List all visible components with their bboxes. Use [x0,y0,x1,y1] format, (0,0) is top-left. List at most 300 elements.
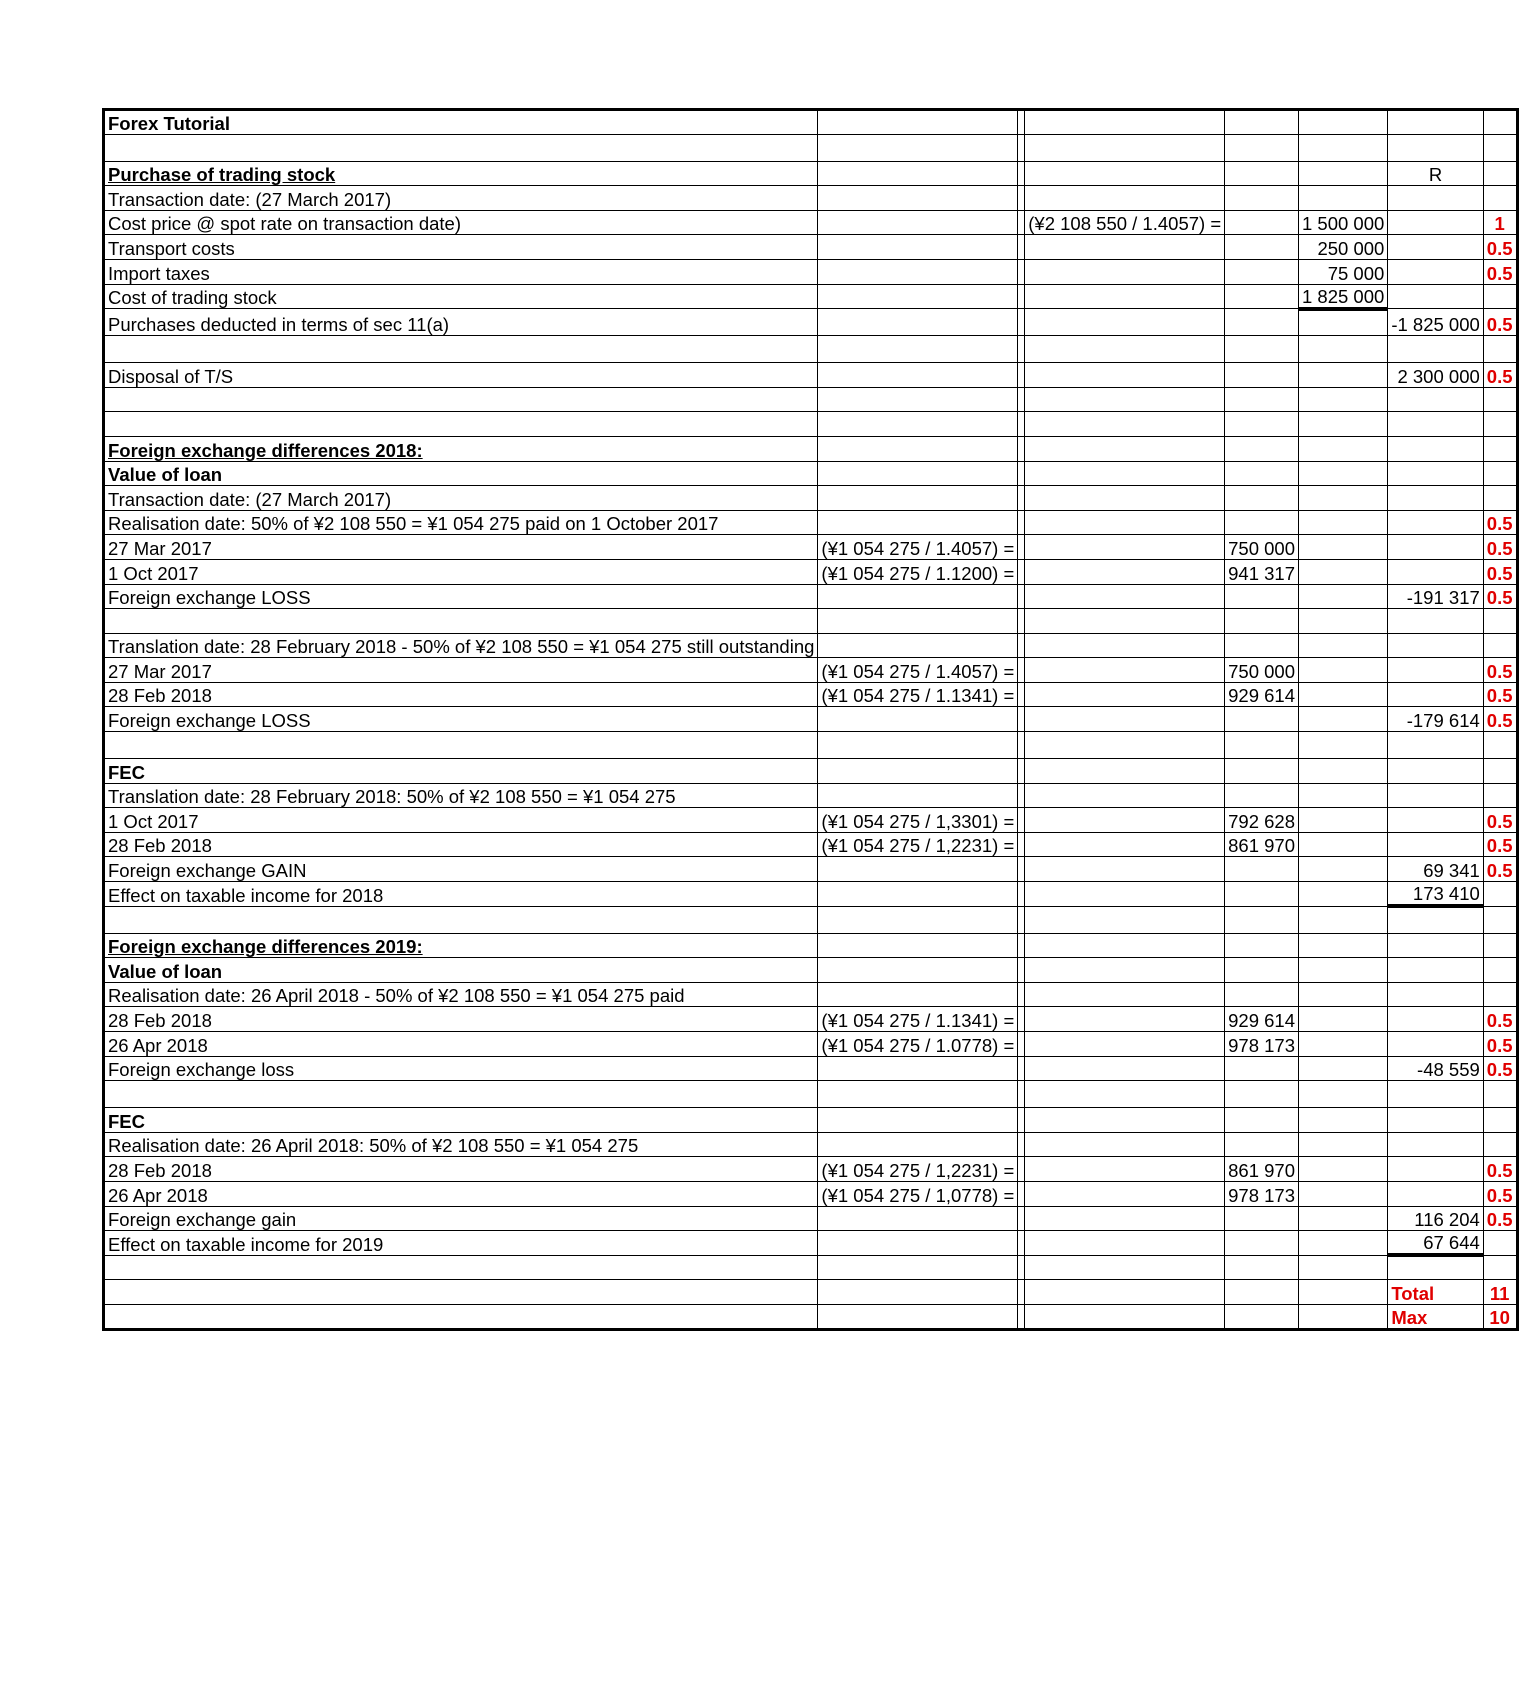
row-value: 750 000 [1225,535,1299,560]
empty-cell [1483,161,1517,186]
empty-cell [1483,1255,1517,1280]
cost-trading-stock-value: 1 825 000 [1299,284,1388,309]
empty-cell [1025,259,1225,284]
empty-cell [1483,933,1517,958]
empty-cell [818,1056,1018,1081]
fec-heading: FEC [104,1108,818,1133]
empty-cell [104,906,818,933]
empty-cell [1025,732,1225,759]
empty-cell [1299,1081,1388,1108]
empty-cell [1483,783,1517,808]
empty-cell [1018,933,1025,958]
empty-cell [1299,1007,1388,1032]
empty-cell [1299,1280,1388,1305]
sheet-row [104,134,1518,161]
empty-cell [1025,609,1225,634]
empty-cell [1018,882,1025,907]
transport-value: 250 000 [1299,235,1388,260]
empty-cell [1225,161,1299,186]
empty-cell [1018,832,1025,857]
empty-cell [1299,1157,1388,1182]
empty-cell [818,284,1018,309]
empty-cell [1299,1132,1388,1157]
row-value: 861 970 [1225,832,1299,857]
empty-cell [1225,882,1299,907]
fx-loss-value: -48 559 [1388,1056,1483,1081]
empty-cell [1388,906,1483,933]
fx-loss-label: Foreign exchange LOSS [104,707,818,732]
empty-cell [1025,461,1225,486]
empty-cell [1483,284,1517,309]
sheet-row [104,857,1518,882]
empty-cell [1018,584,1025,609]
sheet-row [104,284,1518,309]
empty-cell [1483,436,1517,461]
empty-cell [1299,1181,1388,1206]
fx-loss-label: Foreign exchange LOSS [104,584,818,609]
empty-cell [1018,707,1025,732]
effect-label: Effect on taxable income for 2019 [104,1231,818,1256]
empty-cell [104,609,818,634]
empty-cell [1025,958,1225,983]
empty-cell [1388,982,1483,1007]
empty-cell [1025,559,1225,584]
sheet-row [104,1081,1518,1108]
mark: 0.5 [1483,1181,1517,1206]
empty-cell [818,1231,1018,1256]
empty-cell [1025,363,1225,388]
empty-cell [1225,633,1299,658]
empty-cell [1225,759,1299,784]
empty-cell [1025,808,1225,833]
empty-cell [818,210,1018,235]
empty-cell [1225,486,1299,511]
empty-cell [1025,486,1225,511]
empty-cell [1225,1206,1299,1231]
empty-cell [1025,510,1225,535]
empty-cell [1025,1231,1225,1256]
empty-cell [1388,933,1483,958]
empty-cell [818,732,1018,759]
fec-translation-date: Translation date: 28 February 2018: 50% of ¥2 108 550 = ¥1 054 275 [104,783,818,808]
empty-cell [1483,412,1517,437]
empty-cell [1388,1181,1483,1206]
row-formula: (¥1 054 275 / 1.4057) = [818,535,1018,560]
sheet-row [104,707,1518,732]
sheet-row [104,309,1518,336]
empty-cell [818,1081,1018,1108]
empty-cell [1025,759,1225,784]
empty-cell [1225,609,1299,634]
empty-cell [818,1132,1018,1157]
empty-cell [1018,336,1025,363]
row-date: 28 Feb 2018 [104,1157,818,1182]
disposal-value: 2 300 000 [1388,363,1483,388]
empty-cell [1225,933,1299,958]
empty-cell [1225,436,1299,461]
empty-cell [1483,461,1517,486]
realisation-date: Realisation date: 26 April 2018 - 50% of ¥2 108 550 = ¥1 054 275 paid [104,982,818,1007]
empty-cell [1483,387,1517,412]
row-date: 26 Apr 2018 [104,1032,818,1057]
mark: 0.5 [1483,707,1517,732]
empty-cell [1388,958,1483,983]
mark: 0.5 [1483,682,1517,707]
empty-cell [818,906,1018,933]
empty-cell [1225,1132,1299,1157]
empty-cell [1225,1304,1299,1329]
empty-cell [1225,1255,1299,1280]
empty-cell [1299,363,1388,388]
empty-cell [1018,682,1025,707]
empty-cell [1018,559,1025,584]
empty-cell [1018,486,1025,511]
empty-cell [818,1304,1018,1329]
empty-cell [1018,259,1025,284]
mark: 0.5 [1483,584,1517,609]
empty-cell [1025,882,1225,907]
sheet-row [104,1280,1518,1305]
empty-cell [818,633,1018,658]
empty-cell [104,387,818,412]
empty-cell [1388,535,1483,560]
empty-cell [1025,783,1225,808]
empty-cell [1388,1108,1483,1133]
empty-cell [1299,906,1388,933]
empty-cell [1299,633,1388,658]
empty-cell [1299,707,1388,732]
sheet-row [104,1032,1518,1057]
empty-cell [1483,486,1517,511]
empty-cell [1225,584,1299,609]
sheet-row [104,461,1518,486]
sheet-row [104,336,1518,363]
empty-cell [818,982,1018,1007]
empty-cell [1299,1255,1388,1280]
empty-cell [1025,1081,1225,1108]
empty-cell [1025,1032,1225,1057]
empty-cell [1025,284,1225,309]
row-value: 941 317 [1225,559,1299,584]
sheet-row [104,982,1518,1007]
empty-cell [1299,783,1388,808]
row-formula: (¥1 054 275 / 1,2231) = [818,832,1018,857]
import-value: 75 000 [1299,259,1388,284]
empty-cell [818,436,1018,461]
empty-cell [1483,1081,1517,1108]
fx-loss-value: -179 614 [1388,707,1483,732]
empty-cell [1483,882,1517,907]
mark: 0.5 [1483,808,1517,833]
empty-cell [1299,110,1388,135]
empty-cell [1025,235,1225,260]
empty-cell [1388,658,1483,683]
empty-cell [818,933,1018,958]
empty-cell [1299,732,1388,759]
empty-cell [1388,1255,1483,1280]
empty-cell [818,387,1018,412]
empty-cell [1388,510,1483,535]
row-value: 929 614 [1225,682,1299,707]
empty-cell [1388,609,1483,634]
row-value: 978 173 [1225,1032,1299,1057]
purchases-deducted-value: -1 825 000 [1388,309,1483,336]
empty-cell [1018,1032,1025,1057]
empty-cell [1018,1181,1025,1206]
empty-cell [818,510,1018,535]
forex-tutorial-sheet [102,108,1519,1331]
empty-cell [1299,336,1388,363]
mark: 0.5 [1483,235,1517,260]
sheet-row [104,1007,1518,1032]
sheet-row [104,161,1518,186]
fec-heading: FEC [104,759,818,784]
empty-cell [818,707,1018,732]
sheet-row [104,633,1518,658]
sheet-row [104,1206,1518,1231]
mark: 0.5 [1483,535,1517,560]
empty-cell [818,412,1018,437]
empty-cell [1483,110,1517,135]
sheet-row [104,1231,1518,1256]
empty-cell [1018,1056,1025,1081]
row-date: 1 Oct 2017 [104,808,818,833]
empty-cell [1018,535,1025,560]
empty-cell [1225,134,1299,161]
empty-cell [1018,1304,1025,1329]
empty-cell [1299,412,1388,437]
sheet-row [104,958,1518,983]
sheet-row [104,732,1518,759]
empty-cell [1388,682,1483,707]
empty-cell [1483,1108,1517,1133]
empty-cell [1025,707,1225,732]
row-formula: (¥1 054 275 / 1.1341) = [818,1007,1018,1032]
mark: 0.5 [1483,658,1517,683]
empty-cell [818,609,1018,634]
sheet-row [104,783,1518,808]
fx-2019-heading: Foreign exchange differences 2019: [104,933,818,958]
empty-cell [1388,1081,1483,1108]
sheet-row [104,882,1518,907]
empty-cell [818,486,1018,511]
row-formula: (¥1 054 275 / 1,3301) = [818,808,1018,833]
empty-cell [1018,783,1025,808]
empty-cell [1018,982,1025,1007]
empty-cell [1225,906,1299,933]
empty-cell [1018,759,1025,784]
empty-cell [1483,1132,1517,1157]
empty-cell [1299,958,1388,983]
empty-cell [1025,1108,1225,1133]
empty-cell [104,134,818,161]
mark: 0.5 [1483,559,1517,584]
translation-date: Translation date: 28 February 2018 - 50% of ¥2 108 550 = ¥1 054 275 still outstanding [104,633,818,658]
empty-cell [1025,161,1225,186]
empty-cell [1388,110,1483,135]
total-label: Total [1388,1280,1483,1305]
sheet-row [104,1181,1518,1206]
sheet-row [104,933,1518,958]
empty-cell [1483,906,1517,933]
fx-loss-value: -191 317 [1388,584,1483,609]
empty-cell [1025,1157,1225,1182]
empty-cell [1299,1108,1388,1133]
empty-cell [1483,732,1517,759]
empty-cell [1483,982,1517,1007]
empty-cell [1299,535,1388,560]
empty-cell [1388,1132,1483,1157]
empty-cell [1483,1231,1517,1256]
sheet-row [104,186,1518,211]
row-date: 26 Apr 2018 [104,1181,818,1206]
empty-cell [1018,1206,1025,1231]
empty-cell [1388,1007,1483,1032]
empty-cell [1025,832,1225,857]
empty-cell [1483,134,1517,161]
empty-cell [1483,958,1517,983]
max-label: Max [1388,1304,1483,1329]
empty-cell [1225,110,1299,135]
fx-gain-label: Foreign exchange GAIN [104,857,818,882]
fx-gain-value: 116 204 [1388,1206,1483,1231]
empty-cell [1018,436,1025,461]
sheet-row [104,1132,1518,1157]
empty-cell [1025,933,1225,958]
sheet-row [104,436,1518,461]
empty-cell [1025,309,1225,336]
empty-cell [1483,336,1517,363]
empty-cell [1388,336,1483,363]
empty-cell [1299,1206,1388,1231]
loan-heading: Value of loan [104,461,818,486]
empty-cell [1025,1304,1225,1329]
sheet-row [104,1157,1518,1182]
sheet-row [104,363,1518,388]
empty-cell [818,584,1018,609]
empty-cell [1299,832,1388,857]
empty-cell [1388,1157,1483,1182]
empty-cell [1018,1108,1025,1133]
empty-cell [1025,1255,1225,1280]
effect-value: 173 410 [1388,882,1483,907]
empty-cell [1483,759,1517,784]
transaction-date: Transaction date: (27 March 2017) [104,486,818,511]
sheet-row [104,259,1518,284]
mark: 0.5 [1483,1056,1517,1081]
empty-cell [1225,210,1299,235]
empty-cell [1388,1032,1483,1057]
sheet-row [104,110,1518,135]
transport-label: Transport costs [104,235,818,260]
empty-cell [1299,559,1388,584]
empty-cell [1225,1108,1299,1133]
fx-gain-label: Foreign exchange gain [104,1206,818,1231]
sheet-row [104,1304,1518,1329]
row-formula: (¥1 054 275 / 1.0778) = [818,1032,1018,1057]
row-formula: (¥1 054 275 / 1,2231) = [818,1157,1018,1182]
empty-cell [1388,259,1483,284]
mark: 0.5 [1483,1032,1517,1057]
row-value: 792 628 [1225,808,1299,833]
empty-cell [1018,1157,1025,1182]
empty-cell [1225,707,1299,732]
row-value: 750 000 [1225,658,1299,683]
empty-cell [1299,1304,1388,1329]
sheet-row [104,609,1518,634]
empty-cell [1388,783,1483,808]
row-date: 27 Mar 2017 [104,535,818,560]
sheet-row [104,682,1518,707]
empty-cell [1025,633,1225,658]
effect-value: 67 644 [1388,1231,1483,1256]
empty-cell [1018,1081,1025,1108]
empty-cell [1299,186,1388,211]
empty-cell [1025,682,1225,707]
empty-cell [1025,906,1225,933]
empty-cell [1025,336,1225,363]
empty-cell [1483,186,1517,211]
empty-cell [1018,1280,1025,1305]
empty-cell [1299,387,1388,412]
empty-cell [1025,1056,1225,1081]
empty-cell [1299,882,1388,907]
fec-realisation-date: Realisation date: 26 April 2018: 50% of ¥2 108 550 = ¥1 054 275 [104,1132,818,1157]
empty-cell [1225,284,1299,309]
empty-cell [1225,387,1299,412]
total-value: 11 [1483,1280,1517,1305]
empty-cell [1299,510,1388,535]
empty-cell [1025,584,1225,609]
empty-cell [104,1280,818,1305]
empty-cell [818,110,1018,135]
empty-cell [1225,186,1299,211]
row-formula: (¥1 054 275 / 1.4057) = [818,658,1018,683]
empty-cell [1018,363,1025,388]
row-value: 929 614 [1225,1007,1299,1032]
empty-cell [1388,235,1483,260]
empty-cell [818,1108,1018,1133]
empty-cell [1018,1231,1025,1256]
row-date: 28 Feb 2018 [104,682,818,707]
empty-cell [1018,210,1025,235]
empty-cell [818,134,1018,161]
empty-cell [1388,210,1483,235]
empty-cell [1018,412,1025,437]
empty-cell [1299,759,1388,784]
empty-cell [1018,1132,1025,1157]
empty-cell [1388,759,1483,784]
empty-cell [1299,609,1388,634]
empty-cell [1388,412,1483,437]
empty-cell [1018,387,1025,412]
empty-cell [1299,808,1388,833]
empty-cell [1299,682,1388,707]
empty-cell [1388,387,1483,412]
sheet-row [104,658,1518,683]
empty-cell [1018,906,1025,933]
empty-cell [1225,235,1299,260]
mark: 0.5 [1483,857,1517,882]
sheet-row [104,808,1518,833]
empty-cell [818,461,1018,486]
empty-cell [1025,1206,1225,1231]
empty-cell [1299,982,1388,1007]
loan-heading: Value of loan [104,958,818,983]
row-value: 861 970 [1225,1157,1299,1182]
row-date: 28 Feb 2018 [104,832,818,857]
empty-cell [104,1304,818,1329]
